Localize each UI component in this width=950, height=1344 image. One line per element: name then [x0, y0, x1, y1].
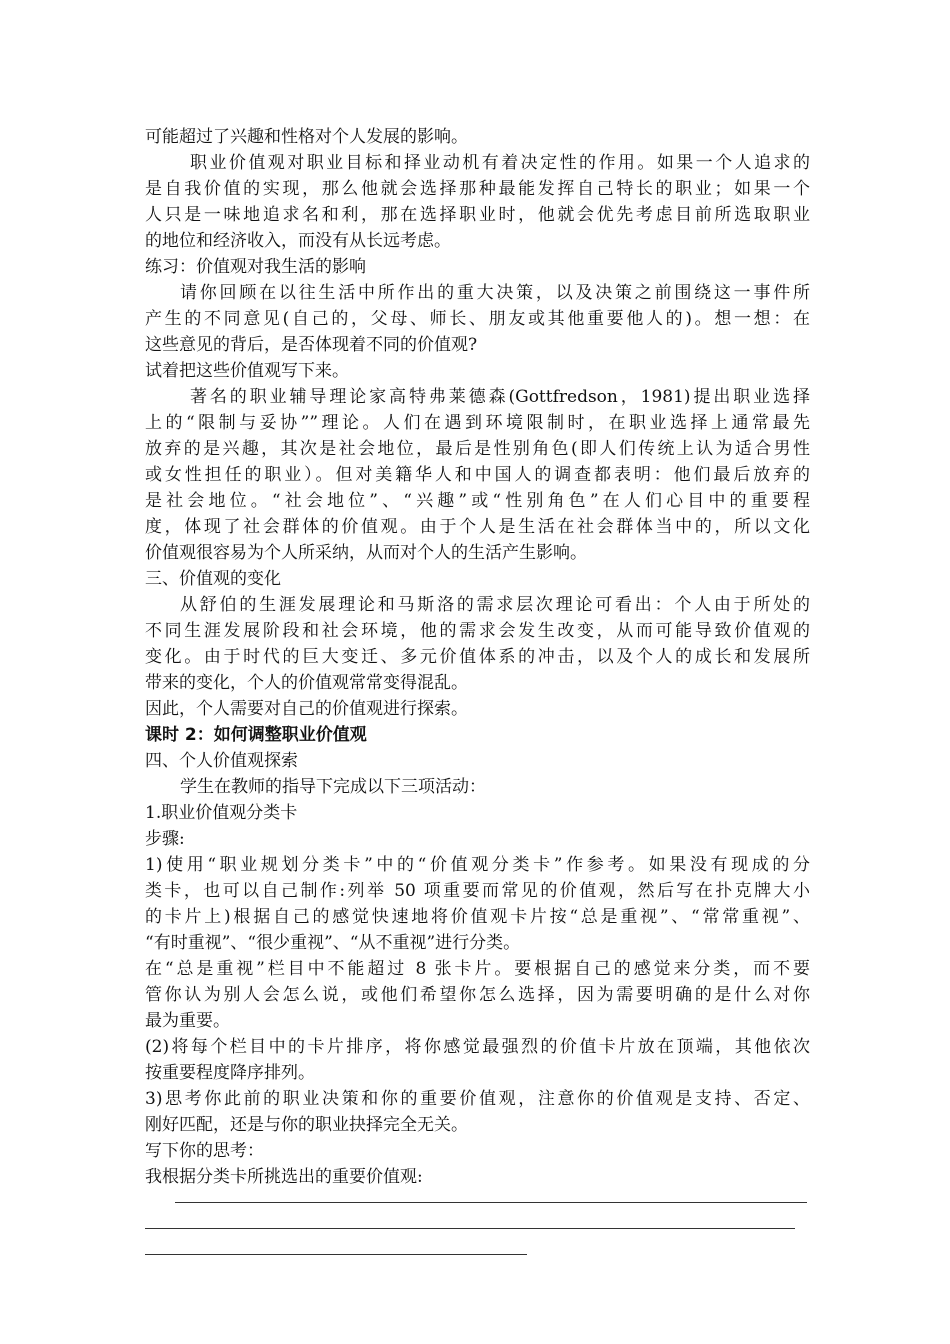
paragraph-first-line: 请你回顾在以往生活中所作出的重大决策，以及决策之前围绕这一事件所 — [180, 283, 810, 303]
text-line: 这些意见的背后，是否体现着不同的价值观? — [145, 335, 478, 355]
text-line: 可能超过了兴趣和性格对个人发展的影响。 — [145, 127, 468, 147]
text-line: 带来的变化，个人的价值观常常变得混乱。 — [145, 673, 468, 693]
text-line: 变化。由于时代的巨大变迁、多元价值体系的冲击，以及个人的成长和发展所 — [145, 647, 810, 667]
exercise-heading: 练习：价值观对我生活的影响 — [145, 257, 366, 277]
paragraph-first-line: 著名的职业辅导理论家高特弗莱德森(Gottfredson，1981)提出职业选择 — [190, 387, 810, 407]
section-heading: 三、价值观的变化 — [145, 569, 281, 589]
text-line: 是社会地位。“社会地位”、“兴趣”或“性别角色”在人们心目中的重要程 — [145, 491, 810, 511]
text-line: 管你认为别人会怎么说，或他们希望你怎么选择，因为需要明确的是什么对你 — [145, 985, 810, 1005]
text-line: 在“总是重视”栏目中不能超过 8 张卡片。要根据自己的感觉来分类，而不要 — [145, 959, 810, 979]
text-line: 的地位和经济收入，而没有从长远考虑。 — [145, 231, 451, 251]
text-line: 刚好匹配，还是与你的职业抉择完全无关。 — [145, 1115, 468, 1135]
text-line: 3)思考你此前的职业决策和你的重要价值观，注意你的价值观是支持、否定、 — [145, 1089, 810, 1109]
text-line: 写下你的思考： — [145, 1141, 264, 1161]
answer-blank-line[interactable] — [145, 1216, 810, 1242]
text-line: 上的“限制与妥协””理论。人们在遇到环境限制时，在职业选择上通常最先 — [145, 413, 810, 433]
text-line: 学生在教师的指导下完成以下三项活动： — [180, 777, 486, 797]
text-line: 产生的不同意见(自己的，父母、师长、朋友或其他重要他人的)。想一想：在 — [145, 309, 810, 329]
text-line: 因此，个人需要对自己的价值观进行探索。 — [145, 699, 468, 719]
text-line: 我根据分类卡所挑选出的重要价值观: — [145, 1167, 423, 1187]
text-line: 是自我价值的实现，那么他就会选择那种最能发挥自己特长的职业；如果一个 — [145, 179, 810, 199]
text-line: 试着把这些价值观写下来。 — [145, 361, 349, 381]
lesson-title: 课时 2：如何调整职业价值观 — [145, 725, 367, 745]
paragraph-first-line: 职业价值观对职业目标和择业动机有着决定性的作用。如果一个人追求的 — [190, 153, 810, 173]
answer-blank-line[interactable] — [145, 1190, 810, 1216]
text-line: 放弃的是兴趣，其次是社会地位，最后是性别角色(即人们传统上认为适合男性 — [145, 439, 810, 459]
text-line: 按重要程度降序排列。 — [145, 1063, 315, 1083]
text-line: 度，体现了社会群体的价值观。由于个人是生活在社会群体当中的，所以文化 — [145, 517, 810, 537]
section-heading: 四、个人价值观探索 — [145, 751, 298, 771]
steps-label: 步骤: — [145, 829, 185, 849]
text-line: 最为重要。 — [145, 1011, 230, 1031]
text-line: 或女性担任的职业）。但对美籍华人和中国人的调查都表明：他们最后放弃的 — [145, 465, 810, 485]
activity-heading: 1.职业价值观分类卡 — [145, 803, 298, 823]
text-line: 的卡片上)根据自己的感觉快速地将价值观卡片按“总是重视”、“常常重视”、 — [145, 907, 810, 927]
text-line: 人只是一味地追求名和利，那在选择职业时，他就会优先考虑目前所选取职业 — [145, 205, 810, 225]
document-body — [145, 124, 810, 1268]
answer-blank-line[interactable] — [145, 1242, 810, 1268]
text-line: 价值观很容易为个人所采纳，从而对个人的生活产生影响。 — [145, 543, 587, 563]
text-line: 1)使用“职业规划分类卡”中的“价值观分类卡”作参考。如果没有现成的分 — [145, 855, 810, 875]
text-line: 类卡，也可以自己制作:列举 50 项重要而常见的价值观，然后写在扑克牌大小 — [145, 881, 810, 901]
text-line: 不同生涯发展阶段和社会环境，他的需求会发生改变，从而可能导致价值观的 — [145, 621, 810, 641]
text-line: (2)将每个栏目中的卡片排序，将你感觉最强烈的价值卡片放在顶端，其他依次 — [145, 1037, 810, 1057]
text-line: “有时重视”、“很少重视”、“从不重视”进行分类。 — [145, 933, 521, 953]
paragraph-first-line: 从舒伯的生涯发展理论和马斯洛的需求层次理论可看出：个人由于所处的 — [180, 595, 810, 615]
